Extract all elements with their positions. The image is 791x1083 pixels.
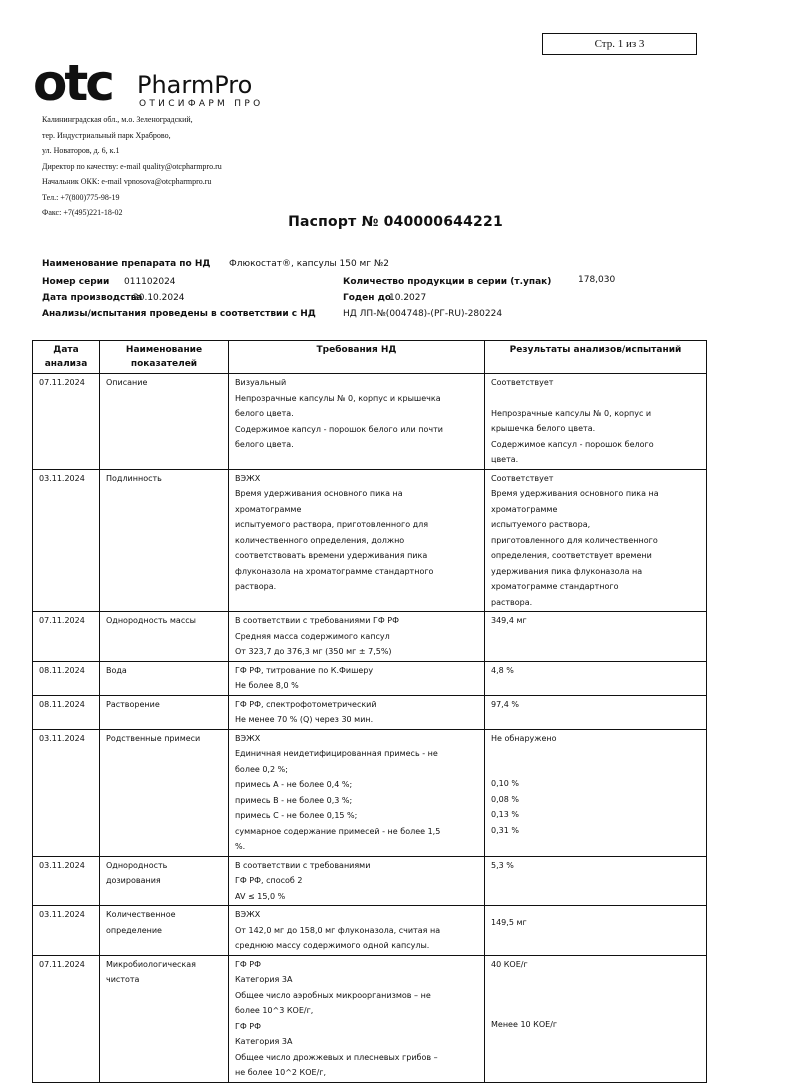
req-line: Время удерживания основного пика на <box>235 489 403 498</box>
cell-date: 08.11.2024 <box>33 661 100 695</box>
cell-date: 03.11.2024 <box>33 906 100 956</box>
contact-line: Факс: +7(495)221-18-02 <box>42 208 123 217</box>
expiry-value: 10.2027 <box>389 293 427 303</box>
res-line: 0,13 % <box>491 810 519 819</box>
page-number-box <box>542 33 697 55</box>
cell-date: 03.11.2024 <box>33 856 100 906</box>
production-label: Дата производства <box>42 293 143 303</box>
req-line: раствора. <box>235 582 277 591</box>
res-line: Содержимое капсул - порошок белого <box>491 439 654 449</box>
cell-date: 03.11.2024 <box>33 469 100 612</box>
contact-line: Тел.: +7(800)775-98-19 <box>42 192 120 202</box>
drug-label: Наименование препарата по НД <box>42 259 211 269</box>
req-line: Содержимое капсул - порошок белого или почти <box>235 424 443 434</box>
req-line: Единичная неидетифицированная примесь - не <box>235 749 438 758</box>
res-line: Время удерживания основного пика на <box>491 489 659 498</box>
table-row <box>33 612 707 662</box>
col-results: Результаты анализов/испытаний <box>485 341 707 374</box>
analysis-label: Анализы/испытания проведены в соответствии с НД <box>42 309 316 319</box>
req-line: ГФ РФ, способ 2 <box>235 876 303 885</box>
expiry-label: Годен до <box>343 293 392 303</box>
res-line: 5,3 % <box>491 860 514 870</box>
res-line: хроматограмме <box>491 504 558 514</box>
contact-line: тер. Индустриальный парк Храброво, <box>42 130 171 140</box>
cell-results <box>485 729 707 856</box>
production-value: 20.10.2024 <box>133 293 185 303</box>
res-line: 97,4 % <box>491 699 519 709</box>
cell-requirements <box>229 661 485 695</box>
contact-line: Директор по качеству: e-mail quality@otcpharmpro.ru <box>42 161 222 171</box>
req-line: соответствовать времени удерживания пика <box>235 551 428 560</box>
req-line: В соответствии с требованиями <box>235 860 371 870</box>
cell-requirements <box>229 612 485 662</box>
table-header-row <box>33 341 707 374</box>
cell-name: Микробиологическая чистота <box>100 955 229 1082</box>
table-row <box>33 695 707 729</box>
cell-results <box>485 612 707 662</box>
cell-requirements <box>229 695 485 729</box>
req-line: ГФ РФ, титрование по К.Фишеру <box>235 665 374 675</box>
cell-name: Растворение <box>100 695 229 729</box>
cell-date: 07.11.2024 <box>33 374 100 470</box>
req-line: примесь A - не более 0,4 %; <box>235 780 353 789</box>
analysis-table <box>32 340 707 1083</box>
res-line: испытуемого раствора, <box>491 520 591 529</box>
req-line: Категория 3А <box>235 1037 293 1046</box>
analysis-value: НД ЛП-№(004748)-(РГ-RU)-280224 <box>343 309 503 319</box>
res-line: 349,4 мг <box>491 616 527 625</box>
res-line: 0,10 % <box>491 779 519 788</box>
req-line: ГФ РФ <box>235 1021 262 1031</box>
req-line: примесь B - не более 0,3 %; <box>235 795 353 805</box>
company-logo <box>33 60 283 112</box>
req-line: Непрозрачные капсулы № 0, корпус и крышечка <box>235 393 441 403</box>
page-number: Стр. 1 из 3 <box>594 38 645 50</box>
res-line: определения, соответствует времени <box>491 551 652 560</box>
res-line: крышечка белого цвета. <box>491 424 596 433</box>
req-line: Общее число дрожжевых и плесневых грибов – <box>235 1052 438 1062</box>
cell-results <box>485 695 707 729</box>
req-line: флуконазола на хроматограмме стандартного <box>235 566 434 576</box>
cell-name: Однородность массы <box>100 612 229 662</box>
cell-name: Описание <box>100 374 229 470</box>
res-line: 4,8 % <box>491 665 514 675</box>
req-line: примесь C - не более 0,15 %; <box>235 811 358 820</box>
cell-date: 03.11.2024 <box>33 729 100 856</box>
res-line: хроматограмме стандартного <box>491 582 619 591</box>
req-line: ВЭЖХ <box>235 473 261 483</box>
req-line: ГФ РФ <box>235 959 262 969</box>
res-line: раствора. <box>491 597 533 607</box>
cell-results <box>485 906 707 956</box>
logo-main-text: otc <box>33 60 112 112</box>
cell-date: 07.11.2024 <box>33 612 100 662</box>
cell-name: Однородность дозирования <box>100 856 229 906</box>
req-line: не более 10^2 КОЕ/г, <box>235 1068 327 1077</box>
res-line: удерживания пика флуконазола на <box>491 566 643 576</box>
req-line: От 142,0 мг до 158,0 мг флуконазола, считая на <box>235 925 441 935</box>
res-line: цвета. <box>491 455 519 464</box>
col-name: Наименование показателей <box>100 341 229 374</box>
cell-results <box>485 469 707 612</box>
contact-line: ул. Новаторов, д. 6, к.1 <box>42 146 120 155</box>
req-line: суммарное содержание примесей - не более 1,5 <box>235 826 441 836</box>
req-line: ВЭЖХ <box>235 910 261 919</box>
req-line: От 323,7 до 376,3 мг (350 мг ± 7,5%) <box>235 647 392 656</box>
cell-requirements <box>229 955 485 1082</box>
res-line: Непрозрачные капсулы № 0, корпус и <box>491 408 652 418</box>
quantity-label: Количество продукции в серии (т.упак) <box>343 277 552 287</box>
req-line: более 10^3 КОЕ/г, <box>235 1006 314 1015</box>
contact-line: Калининградская обл., м.о. Зеленоградский, <box>42 115 193 124</box>
passport-title: Паспорт № 040000644221 <box>288 214 503 230</box>
res-line: приготовленного для количественного <box>491 535 658 545</box>
cell-name: Подлинность <box>100 469 229 612</box>
series-value: 011102024 <box>124 277 176 287</box>
res-line: Не обнаружено <box>491 733 557 743</box>
col-requirements: Требования НД <box>229 341 485 374</box>
cell-results <box>485 955 707 1082</box>
cell-name: Количественное определение <box>100 906 229 956</box>
req-line: Общее число аэробных микроорганизмов – не <box>235 990 431 1000</box>
col-date: Дата анализа <box>33 341 100 374</box>
company-contacts <box>42 112 222 221</box>
cell-results <box>485 661 707 695</box>
req-line: Средняя масса содержимого капсул <box>235 631 390 641</box>
logo-brand-text: PharmPro <box>137 71 253 99</box>
cell-requirements <box>229 729 485 856</box>
req-line: количественного определения, должно <box>235 535 405 545</box>
cell-requirements <box>229 906 485 956</box>
req-line: Визуальный <box>235 378 287 387</box>
otc-pharmpro-logo <box>33 60 283 112</box>
req-line: испытуемого раствора, приготовленного для <box>235 520 429 529</box>
req-line: более 0,2 %; <box>235 764 288 774</box>
table-row <box>33 955 707 1082</box>
cell-requirements <box>229 469 485 612</box>
req-line: белого цвета. <box>235 409 294 418</box>
req-line: белого цвета. <box>235 440 294 449</box>
cell-results <box>485 374 707 470</box>
res-line: Соответствует <box>491 473 554 483</box>
logo-sub-text: ОТИСИФАРМ ПРО <box>139 99 264 109</box>
table-row <box>33 374 707 470</box>
req-line: В соответствии с требованиями ГФ РФ <box>235 616 399 625</box>
cell-results <box>485 856 707 906</box>
req-line: ГФ РФ, спектрофотометрический <box>235 699 377 709</box>
res-line: Соответствует <box>491 378 554 387</box>
contact-line: Начальник ОКК: e-mail vpnosova@otcpharmpro.ru <box>42 177 212 186</box>
table-row <box>33 469 707 612</box>
res-line: 0,08 % <box>491 794 519 804</box>
res-line: 40 КОЕ/г <box>491 959 528 969</box>
table-row <box>33 856 707 906</box>
req-line: AV ≤ 15,0 % <box>235 891 286 901</box>
req-line: ВЭЖХ <box>235 733 261 743</box>
res-line: 149,5 мг <box>491 918 527 927</box>
drug-value: Флюкостат®, капсулы 150 мг №2 <box>229 259 390 269</box>
table-row <box>33 906 707 956</box>
req-line: хроматограмме <box>235 504 302 514</box>
res-line: Менее 10 КОЕ/г <box>491 1020 558 1029</box>
quantity-value: 178,030 <box>578 275 616 285</box>
cell-requirements <box>229 856 485 906</box>
req-line: среднюю массу содержимого одной капсулы. <box>235 941 430 950</box>
cell-date: 08.11.2024 <box>33 695 100 729</box>
req-line: Не более 8,0 % <box>235 681 299 690</box>
series-label: Номер серии <box>42 277 110 287</box>
cell-name: Родственные примеси <box>100 729 229 856</box>
res-line: 0,31 % <box>491 825 519 835</box>
cell-date: 07.11.2024 <box>33 955 100 1082</box>
req-line: %. <box>235 842 246 851</box>
cell-requirements <box>229 374 485 470</box>
table-row <box>33 729 707 856</box>
req-line: Не менее 70 % (Q) через 30 мин. <box>235 715 374 724</box>
req-line: Категория 3А <box>235 975 293 984</box>
table-row <box>33 661 707 695</box>
cell-name: Вода <box>100 661 229 695</box>
